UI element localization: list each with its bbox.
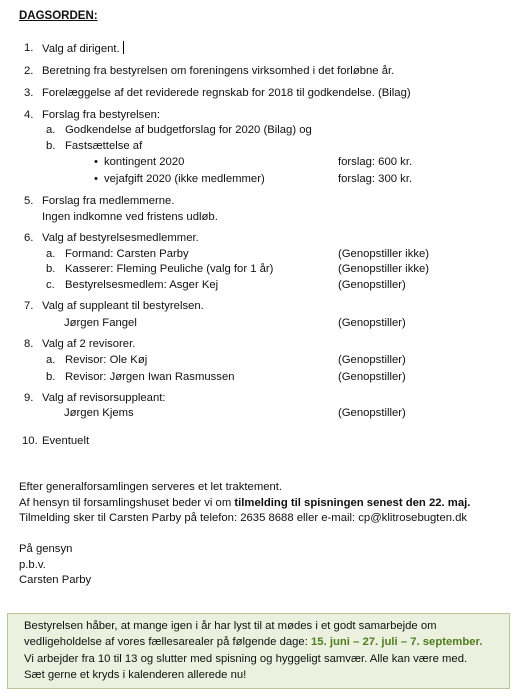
sub-label: a. <box>46 354 56 366</box>
item-number: 9. <box>24 392 34 404</box>
bullet-text: vejafgift 2020 (ikke medlemmer) <box>104 173 265 185</box>
item-number: 8. <box>24 338 34 350</box>
text-cursor <box>123 41 124 54</box>
signup-deadline: tilmelding til spisningen senest den 22. maj. <box>234 497 471 509</box>
item-number: 7. <box>24 300 34 312</box>
item-status: (Genopstiller) <box>338 317 406 329</box>
page-title: DAGSORDEN: <box>19 10 98 22</box>
sub-status: (Genopstiller ikke) <box>338 248 430 260</box>
bullet-value: forslag: 600 kr. <box>338 156 413 168</box>
notice-line: Bestyrelsen håber, at mange igen i år har lyst til at mødes i et godt samarbejde om <box>24 620 437 632</box>
sub-label: a. <box>46 124 56 136</box>
item-person: Jørgen Fangel <box>64 317 137 329</box>
bullet-text: kontingent 2020 <box>104 156 185 168</box>
notice-box <box>7 613 510 689</box>
item-text: Valg af dirigent. <box>42 41 124 56</box>
sub-label: b. <box>46 371 56 383</box>
item-person: Jørgen Kjems <box>64 407 134 419</box>
work-dates: 15. juni – 27. juli – 7. september. <box>311 636 483 648</box>
sub-label: c. <box>46 279 55 291</box>
item-number: 6. <box>24 232 34 244</box>
signoff-line: På gensyn <box>19 543 73 555</box>
item-subtext: Ingen indkomne ved fristens udløb. <box>42 211 218 223</box>
item-number: 4. <box>24 109 34 121</box>
sub-label: b. <box>46 140 56 152</box>
item-text: Valg af 2 revisorer. <box>42 338 136 350</box>
item-number: 5. <box>24 195 34 207</box>
sub-status: (Genopstiller) <box>338 371 406 383</box>
sub-text: Fastsættelse af <box>65 140 143 152</box>
sub-text: Revisor: Ole Køj <box>65 354 148 366</box>
sub-status: (Genopstiller) <box>338 279 406 291</box>
item-text: Forslag fra bestyrelsen: <box>42 109 161 121</box>
signoff-name: Carsten Parby <box>19 574 92 586</box>
item-status: (Genopstiller) <box>338 407 406 419</box>
item-number: 3. <box>24 87 34 99</box>
sub-text: Kasserer: Fleming Peuliche (valg for 1 år) <box>65 263 274 275</box>
sub-text: Formand: Carsten Parby <box>65 248 189 260</box>
item-number: 10. <box>22 435 38 447</box>
item-text: Valg af bestyrelsesmedlemmer. <box>42 232 199 244</box>
notice-line: Sæt gerne et kryds i kalenderen allerede nu! <box>24 669 247 681</box>
item-text: Forelæggelse af det reviderede regnskab for 2018 til godkendelse. (Bilag) <box>42 87 411 99</box>
info-line: Tilmelding sker til Carsten Parby på telefon: 2635 8688 eller e-mail: cp@klitrosebugten.dk <box>19 512 468 524</box>
notice-line: vedligeholdelse af vores fællesarealer på følgende dage: 15. juni – 27. juli – 7. september. <box>24 636 483 648</box>
item-text: Forslag fra medlemmerne. <box>42 195 175 207</box>
sub-label: b. <box>46 263 56 275</box>
info-line: Af hensyn til forsamlingshuset beder vi om tilmelding til spisningen senest den 22. maj. <box>19 497 471 509</box>
sub-text: Godkendelse af budgetforslag for 2020 (Bilag) og <box>65 124 312 136</box>
bullet-icon: • <box>94 156 98 168</box>
sub-label: a. <box>46 248 56 260</box>
item-number: 2. <box>24 65 34 77</box>
info-line: Efter generalforsamlingen serveres et let traktement. <box>19 481 283 493</box>
sub-text: Revisor: Jørgen Iwan Rasmussen <box>65 371 235 383</box>
sub-status: (Genopstiller) <box>338 354 406 366</box>
signoff-line: p.b.v. <box>19 559 46 571</box>
item-text: Beretning fra bestyrelsen om foreningens virksomhed i det forløbne år. <box>42 65 395 77</box>
sub-text: Bestyrelsesmedlem: Asger Kej <box>65 279 219 291</box>
notice-line: Vi arbejder fra 10 til 13 og slutter med spisning og hyggeligt samvær. Alle kan være med. <box>24 653 468 665</box>
item-text: Eventuelt <box>42 435 90 447</box>
item-text: Valg af revisorsuppleant: <box>42 392 166 404</box>
item-text: Valg af suppleant til bestyrelsen. <box>42 300 204 312</box>
bullet-value: forslag: 300 kr. <box>338 173 413 185</box>
sub-status: (Genopstiller ikke) <box>338 263 430 275</box>
bullet-icon: • <box>94 173 98 185</box>
item-number: 1. <box>24 42 34 54</box>
